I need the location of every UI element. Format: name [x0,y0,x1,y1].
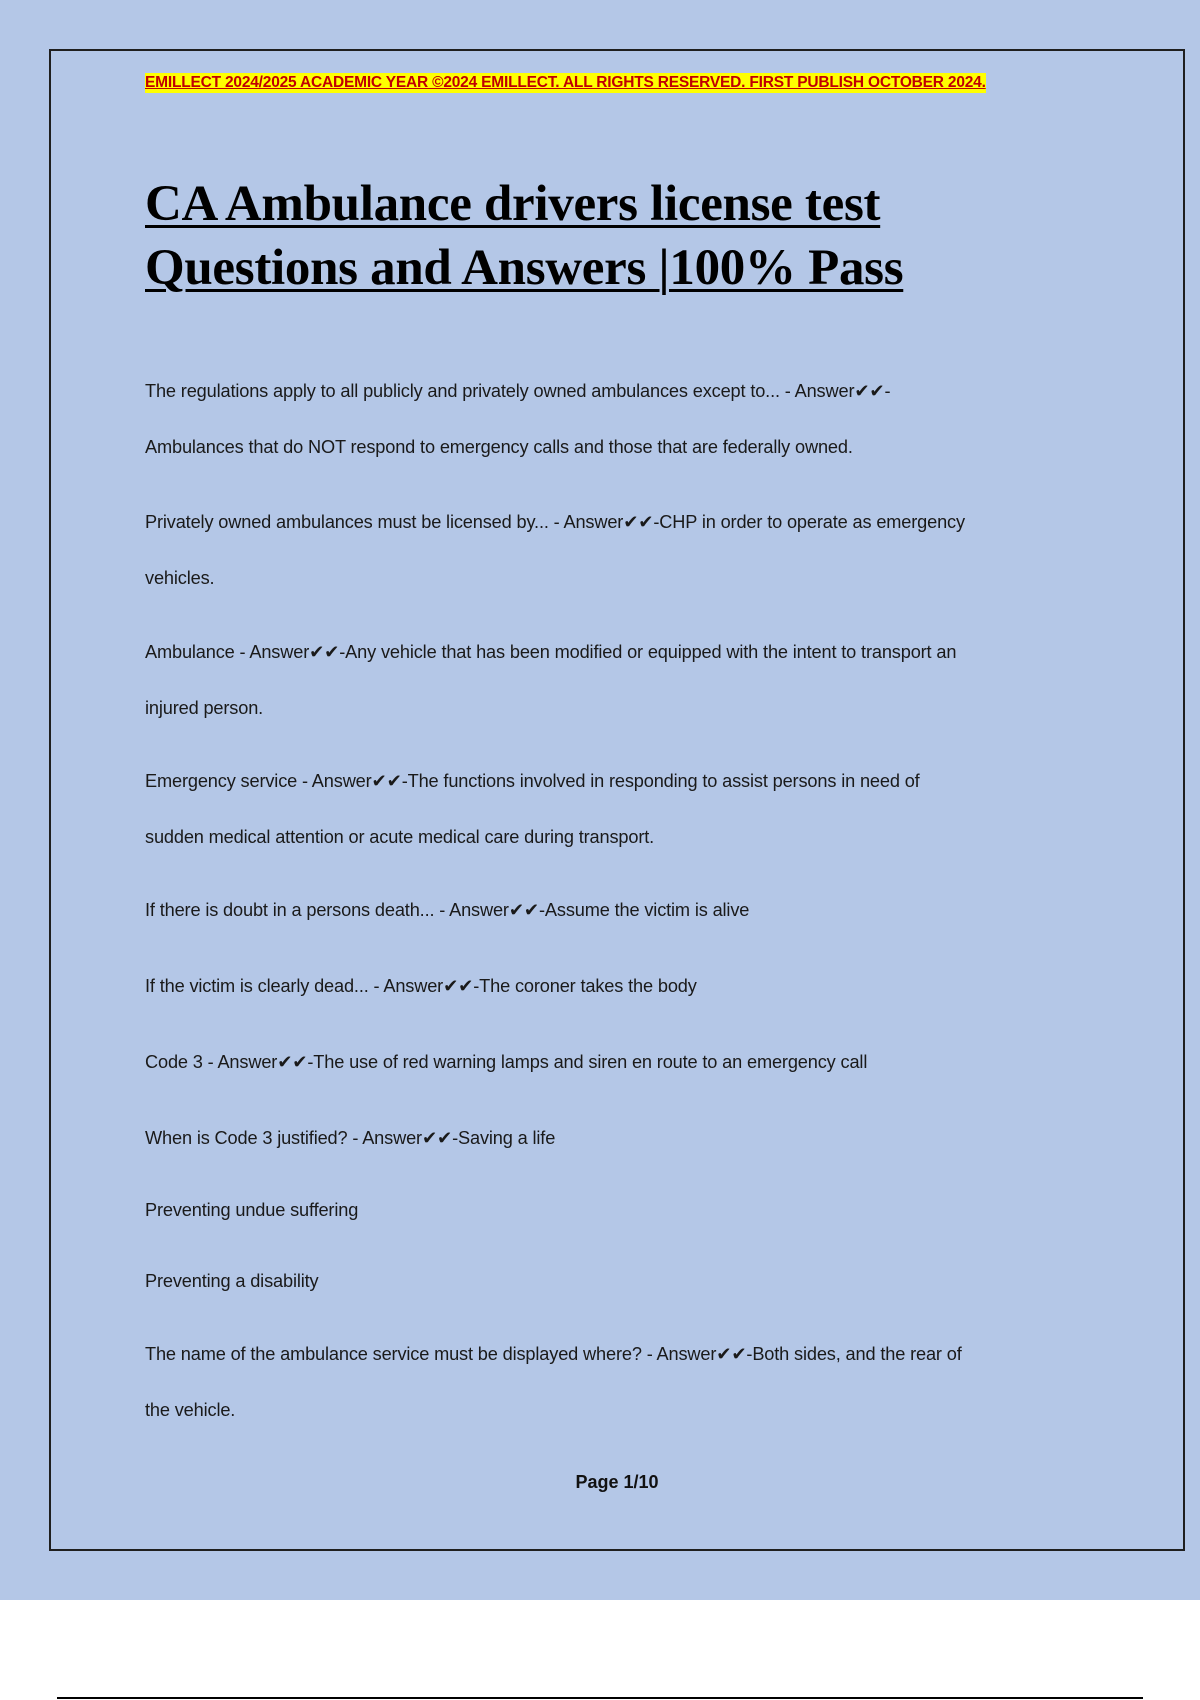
answer-3-continued: injured person. [145,698,264,718]
question-4: Emergency service - Answer✔✔-The functions involved in responding to assist persons in need of [145,771,920,791]
answer-8-item-3: Preventing a disability [145,1271,319,1291]
question-7: Code 3 - Answer✔✔-The use of red warning lamps and siren en route to an emergency call [145,1052,868,1072]
copyright-header: EMILLECT 2024/2025 ACADEMIC YEAR ©2024 EMILLECT. ALL RIGHTS RESERVED. FIRST PUBLISH OCTOBER 2024. [145,74,986,91]
document-title-line-1: CA Ambulance drivers license test [145,176,881,232]
document-title [145,172,903,300]
answer-4-continued: sudden medical attention or acute medical care during transport. [145,827,655,847]
answer-9-continued: the vehicle. [145,1400,236,1420]
question-6: If the victim is clearly dead... - Answer✔✔-The coroner takes the body [145,976,697,996]
document-title-line-2: Questions and Answers |100% Pass [145,240,904,296]
answer-8-item-2: Preventing undue suffering [145,1200,359,1220]
footer-divider [57,1697,1143,1699]
answer-1: Ambulances that do NOT respond to emergency calls and those that are federally owned. [145,437,853,457]
answer-2-continued: vehicles. [145,568,215,588]
question-8: When is Code 3 justified? - Answer✔✔-Saving a life [145,1128,556,1148]
question-1: The regulations apply to all publicly and privately owned ambulances except to... - Answer✔✔- [145,381,891,401]
question-5: If there is doubt in a persons death... - Answer✔✔-Assume the victim is alive [145,900,750,920]
question-3: Ambulance - Answer✔✔-Any vehicle that has been modified or equipped with the intent to transport an [145,642,957,662]
question-2: Privately owned ambulances must be licensed by... - Answer✔✔-CHP in order to operate as emergency [145,512,965,532]
page-number: Page 1/10 [575,1472,659,1492]
question-9: The name of the ambulance service must be displayed where? - Answer✔✔-Both sides, and the rear of [145,1344,962,1364]
